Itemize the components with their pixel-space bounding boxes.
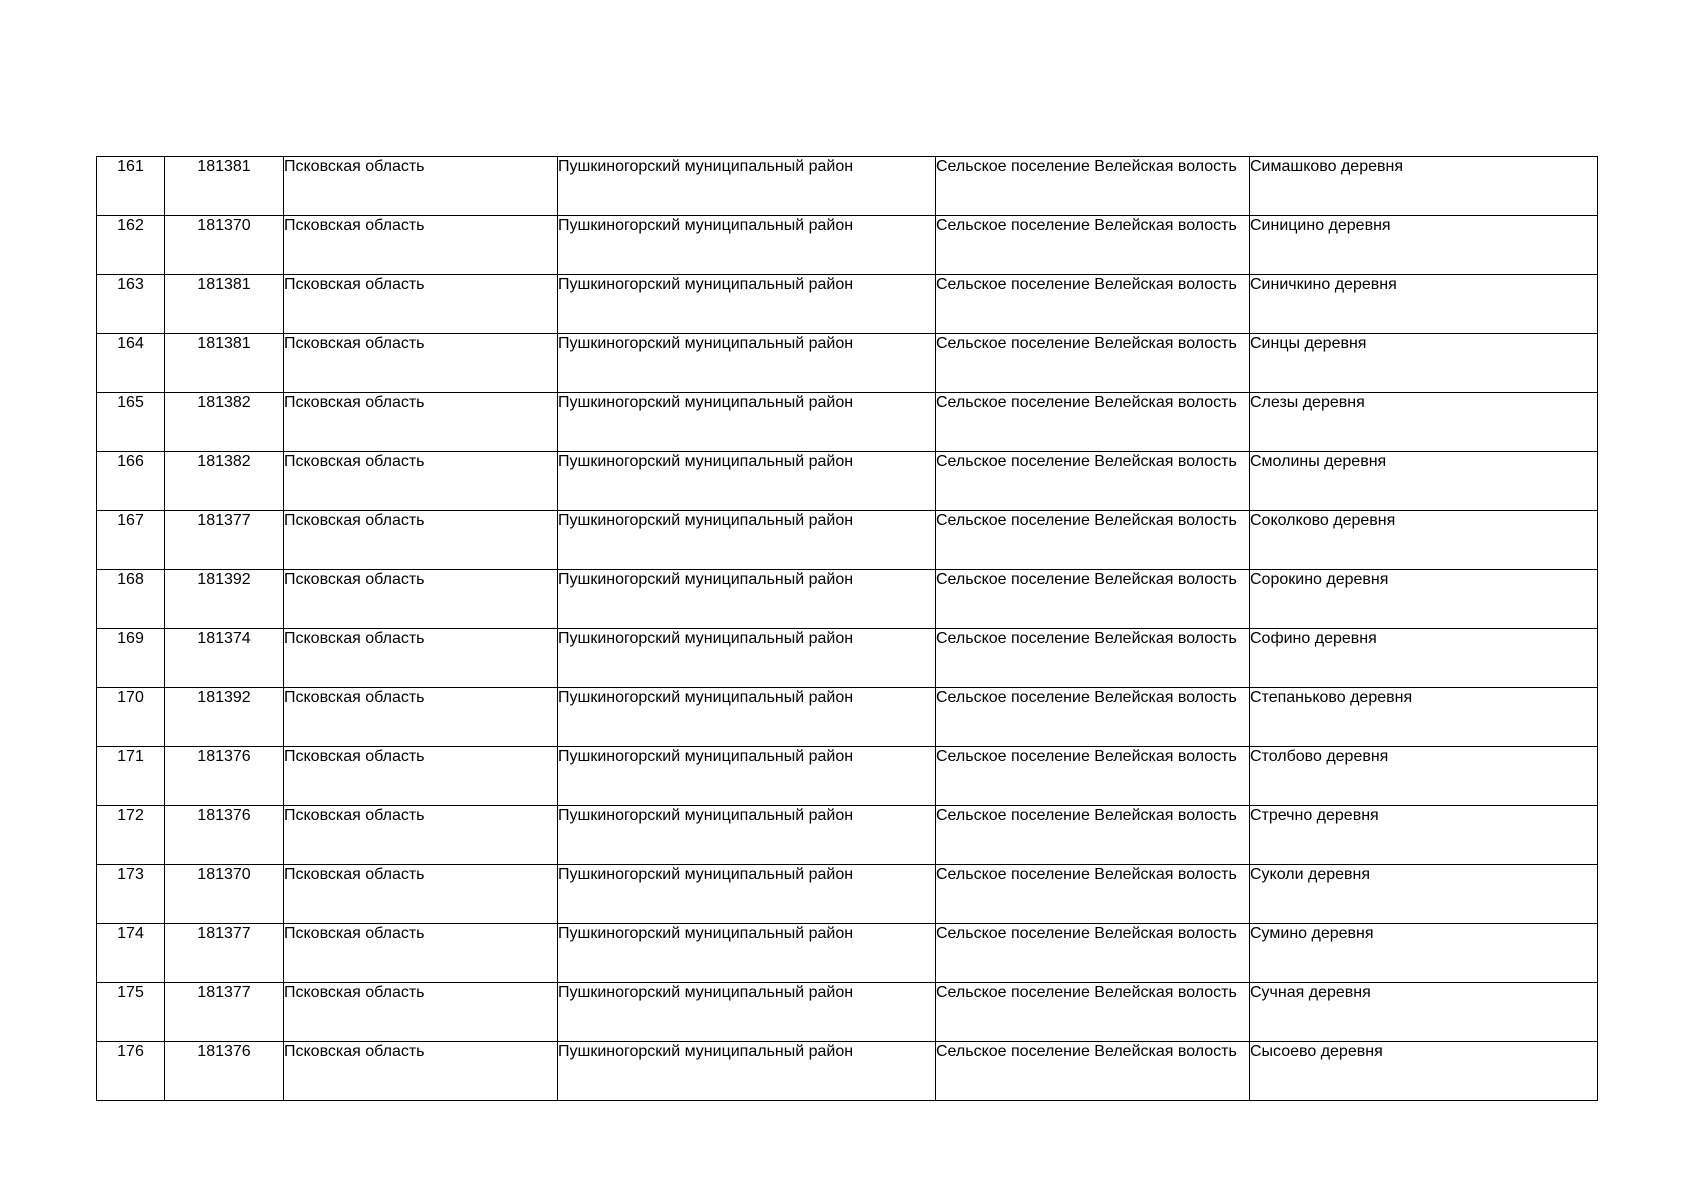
region-cell: Псковская область xyxy=(284,452,558,511)
locality-cell: Симашково деревня xyxy=(1250,157,1598,216)
region-cell: Псковская область xyxy=(284,511,558,570)
settlement-cell: Сельское поселение Велейская волость xyxy=(936,924,1250,983)
region-cell: Псковская область xyxy=(284,216,558,275)
region-cell: Псковская область xyxy=(284,806,558,865)
region-cell: Псковская область xyxy=(284,1042,558,1101)
region-cell: Псковская область xyxy=(284,983,558,1042)
table-row xyxy=(97,275,1598,334)
region-cell: Псковская область xyxy=(284,924,558,983)
settlement-cell: Сельское поселение Велейская волость xyxy=(936,629,1250,688)
settlement-cell: Сельское поселение Велейская волость xyxy=(936,275,1250,334)
settlement-cell: Сельское поселение Велейская волость xyxy=(936,334,1250,393)
locality-cell: Стречно деревня xyxy=(1250,806,1598,865)
district-cell: Пушкиногорский муниципальный район xyxy=(558,983,936,1042)
region-cell: Псковская область xyxy=(284,334,558,393)
district-cell: Пушкиногорский муниципальный район xyxy=(558,629,936,688)
settlement-cell: Сельское поселение Велейская волость xyxy=(936,157,1250,216)
postal-index-cell: 181376 xyxy=(165,747,284,806)
settlement-cell: Сельское поселение Велейская волость xyxy=(936,806,1250,865)
table-row xyxy=(97,806,1598,865)
row-number-cell: 167 xyxy=(97,511,165,570)
postal-index-cell: 181381 xyxy=(165,334,284,393)
settlement-cell: Сельское поселение Велейская волость xyxy=(936,570,1250,629)
postal-index-cell: 181381 xyxy=(165,275,284,334)
region-cell: Псковская область xyxy=(284,157,558,216)
postal-index-cell: 181382 xyxy=(165,452,284,511)
settlement-cell: Сельское поселение Велейская волость xyxy=(936,216,1250,275)
locality-cell: Сумино деревня xyxy=(1250,924,1598,983)
district-cell: Пушкиногорский муниципальный район xyxy=(558,157,936,216)
district-cell: Пушкиногорский муниципальный район xyxy=(558,334,936,393)
settlement-cell: Сельское поселение Велейская волость xyxy=(936,688,1250,747)
table-row xyxy=(97,511,1598,570)
table-row xyxy=(97,570,1598,629)
row-number-cell: 169 xyxy=(97,629,165,688)
table-row xyxy=(97,334,1598,393)
table-body xyxy=(97,157,1598,1101)
row-number-cell: 164 xyxy=(97,334,165,393)
district-cell: Пушкиногорский муниципальный район xyxy=(558,393,936,452)
row-number-cell: 162 xyxy=(97,216,165,275)
locality-cell: Софино деревня xyxy=(1250,629,1598,688)
district-cell: Пушкиногорский муниципальный район xyxy=(558,216,936,275)
postal-index-cell: 181382 xyxy=(165,393,284,452)
district-cell: Пушкиногорский муниципальный район xyxy=(558,511,936,570)
locality-cell: Степаньково деревня xyxy=(1250,688,1598,747)
table-row xyxy=(97,452,1598,511)
row-number-cell: 171 xyxy=(97,747,165,806)
row-number-cell: 165 xyxy=(97,393,165,452)
row-number-cell: 176 xyxy=(97,1042,165,1101)
row-number-cell: 175 xyxy=(97,983,165,1042)
row-number-cell: 172 xyxy=(97,806,165,865)
postal-index-cell: 181376 xyxy=(165,1042,284,1101)
region-cell: Псковская область xyxy=(284,570,558,629)
row-number-cell: 174 xyxy=(97,924,165,983)
postal-index-cell: 181370 xyxy=(165,216,284,275)
district-cell: Пушкиногорский муниципальный район xyxy=(558,806,936,865)
locality-cell: Столбово деревня xyxy=(1250,747,1598,806)
district-cell: Пушкиногорский муниципальный район xyxy=(558,924,936,983)
settlement-cell: Сельское поселение Велейская волость xyxy=(936,393,1250,452)
postal-index-cell: 181377 xyxy=(165,983,284,1042)
postal-index-cell: 181370 xyxy=(165,865,284,924)
table-row xyxy=(97,629,1598,688)
district-cell: Пушкиногорский муниципальный район xyxy=(558,865,936,924)
row-number-cell: 173 xyxy=(97,865,165,924)
region-cell: Псковская область xyxy=(284,865,558,924)
table-row xyxy=(97,688,1598,747)
district-cell: Пушкиногорский муниципальный район xyxy=(558,275,936,334)
postal-index-cell: 181374 xyxy=(165,629,284,688)
settlement-cell: Сельское поселение Велейская волость xyxy=(936,747,1250,806)
region-cell: Псковская область xyxy=(284,747,558,806)
region-cell: Псковская область xyxy=(284,275,558,334)
row-number-cell: 163 xyxy=(97,275,165,334)
table-row xyxy=(97,393,1598,452)
locality-register-table xyxy=(96,156,1598,1101)
table-row xyxy=(97,216,1598,275)
table-row xyxy=(97,924,1598,983)
table-row xyxy=(97,983,1598,1042)
locality-cell: Сорокино деревня xyxy=(1250,570,1598,629)
table-row xyxy=(97,1042,1598,1101)
locality-cell: Слезы деревня xyxy=(1250,393,1598,452)
row-number-cell: 170 xyxy=(97,688,165,747)
table-row xyxy=(97,157,1598,216)
postal-index-cell: 181376 xyxy=(165,806,284,865)
region-cell: Псковская область xyxy=(284,629,558,688)
district-cell: Пушкиногорский муниципальный район xyxy=(558,747,936,806)
region-cell: Псковская область xyxy=(284,393,558,452)
settlement-cell: Сельское поселение Велейская волость xyxy=(936,452,1250,511)
settlement-cell: Сельское поселение Велейская волость xyxy=(936,983,1250,1042)
row-number-cell: 161 xyxy=(97,157,165,216)
table-row xyxy=(97,865,1598,924)
settlement-cell: Сельское поселение Велейская волость xyxy=(936,865,1250,924)
row-number-cell: 166 xyxy=(97,452,165,511)
region-cell: Псковская область xyxy=(284,688,558,747)
district-cell: Пушкиногорский муниципальный район xyxy=(558,452,936,511)
settlement-cell: Сельское поселение Велейская волость xyxy=(936,1042,1250,1101)
district-cell: Пушкиногорский муниципальный район xyxy=(558,688,936,747)
locality-cell: Суколи деревня xyxy=(1250,865,1598,924)
settlement-cell: Сельское поселение Велейская волость xyxy=(936,511,1250,570)
locality-cell: Синицино деревня xyxy=(1250,216,1598,275)
row-number-cell: 168 xyxy=(97,570,165,629)
district-cell: Пушкиногорский муниципальный район xyxy=(558,1042,936,1101)
postal-index-cell: 181377 xyxy=(165,924,284,983)
locality-cell: Сысоево деревня xyxy=(1250,1042,1598,1101)
postal-index-cell: 181377 xyxy=(165,511,284,570)
postal-index-cell: 181392 xyxy=(165,688,284,747)
table-row xyxy=(97,747,1598,806)
postal-index-cell: 181392 xyxy=(165,570,284,629)
locality-cell: Синичкино деревня xyxy=(1250,275,1598,334)
locality-cell: Соколково деревня xyxy=(1250,511,1598,570)
district-cell: Пушкиногорский муниципальный район xyxy=(558,570,936,629)
locality-cell: Синцы деревня xyxy=(1250,334,1598,393)
locality-cell: Сучная деревня xyxy=(1250,983,1598,1042)
locality-cell: Смолины деревня xyxy=(1250,452,1598,511)
postal-index-cell: 181381 xyxy=(165,157,284,216)
